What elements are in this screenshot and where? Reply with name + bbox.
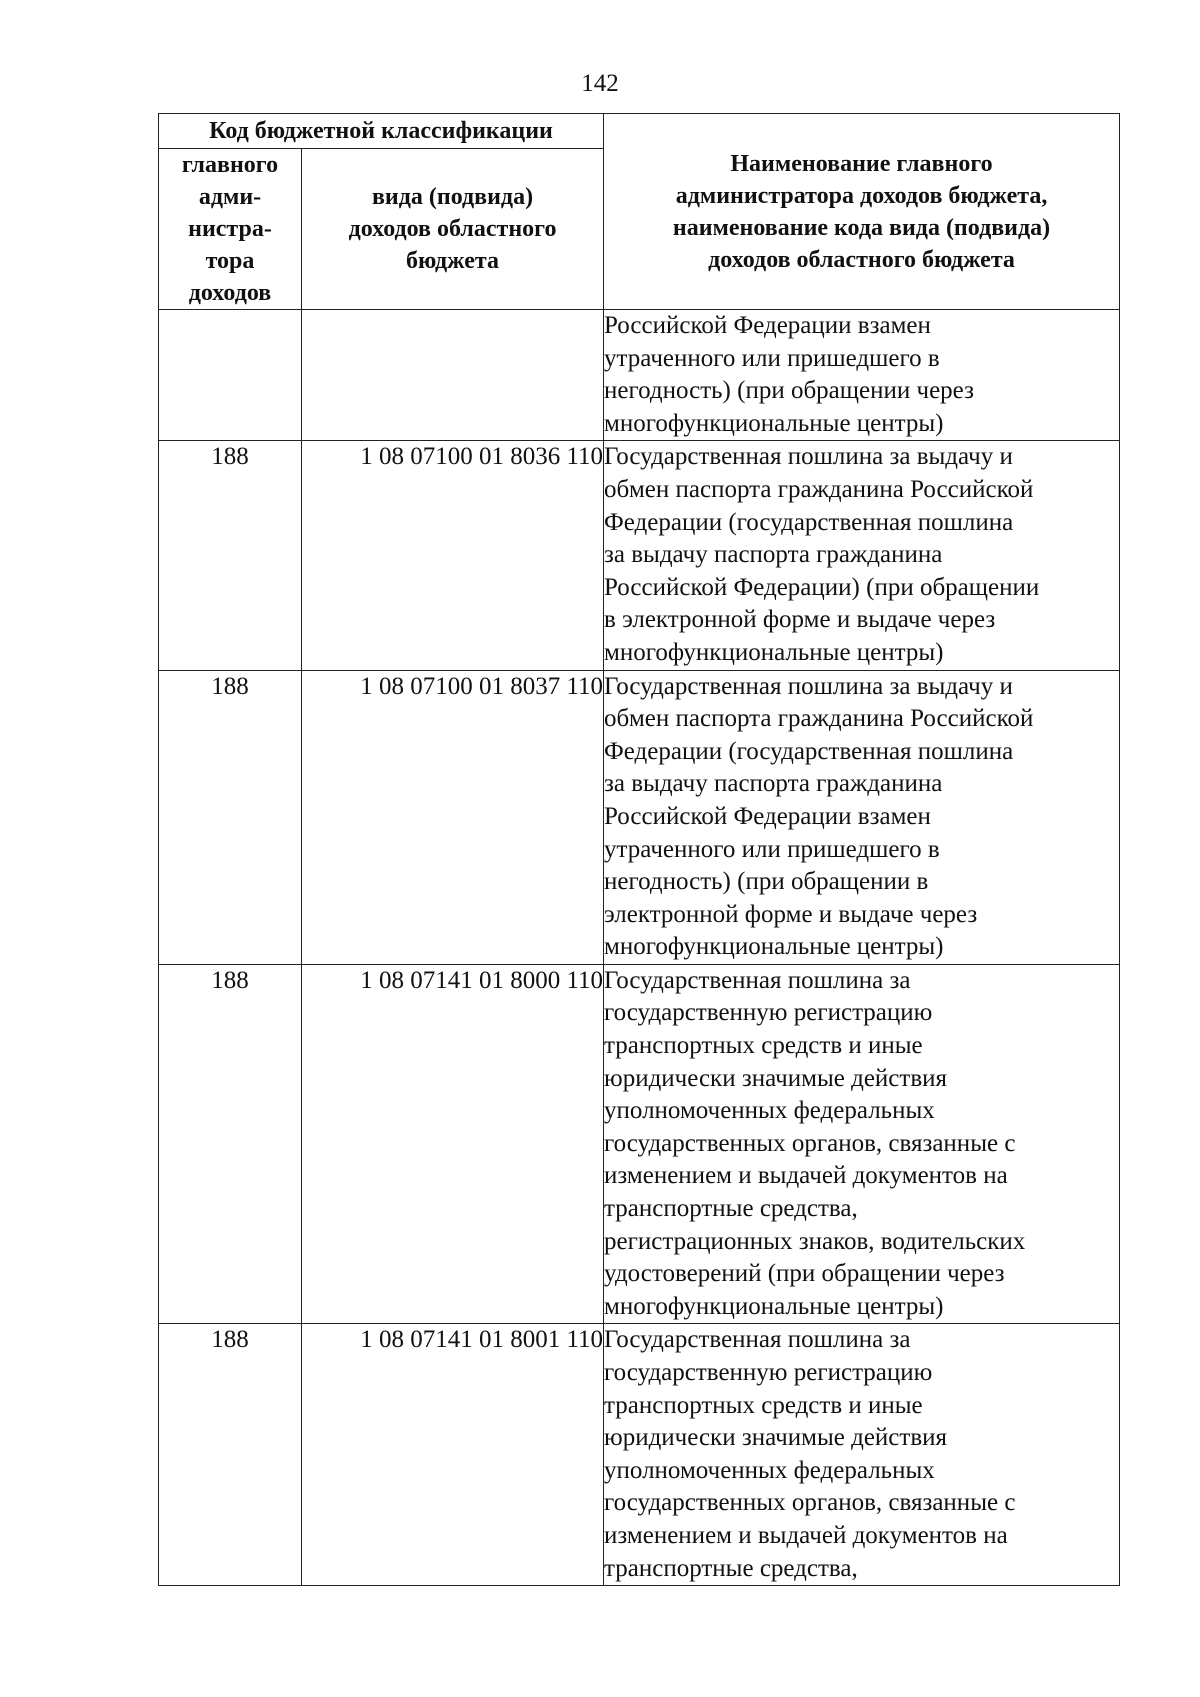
income-name-line: регистрационных знаков, водительских	[604, 1227, 1026, 1255]
income-name-line: юридически значимые действия	[604, 1064, 947, 1092]
income-name-line: негодность) (при обращении в	[604, 868, 929, 896]
header-admin-line: доходов	[188, 280, 272, 306]
table-row	[159, 310, 1120, 441]
header-name-line: доходов областного бюджета	[708, 246, 1015, 273]
income-name-line: обмен паспорта гражданина Российской	[604, 475, 1034, 503]
income-name-line: изменением и выдачей документов на	[604, 1521, 1008, 1549]
income-name-line: Российской Федерации взамен	[604, 802, 931, 830]
table-header	[159, 114, 1120, 310]
income-name-line: государственную регистрацию	[604, 1359, 933, 1386]
header-admin-line: главного	[181, 152, 279, 178]
income-name-line: Государственная пошлина за выдачу и	[604, 443, 1013, 471]
income-name-cell	[604, 670, 1120, 964]
admin-code-cell: 188	[159, 441, 302, 670]
income-name-line: за выдачу паспорта гражданина	[604, 541, 943, 569]
header-name-line: наименование кода вида (подвида)	[672, 214, 1051, 241]
income-name-line: государственных органов, связанные с	[604, 1489, 1016, 1517]
table-row	[159, 1324, 1120, 1586]
header-admin-line: тора	[205, 248, 255, 274]
income-name-line: уполномоченных федеральных	[604, 1097, 935, 1125]
income-name-line: многофункциональные центры)	[604, 1292, 944, 1320]
income-name-line: Федерации (государственная пошлина	[604, 737, 1014, 765]
income-name-cell	[604, 964, 1120, 1324]
income-name-line: многофункциональные центры)	[604, 933, 944, 961]
admin-code-cell: 188	[159, 670, 302, 964]
income-name-cell	[604, 1324, 1120, 1586]
header-kind-column	[302, 149, 604, 310]
income-name-line: утраченного или пришедшего в	[604, 344, 940, 372]
income-name-line: удостоверений (при обращении через	[604, 1260, 1005, 1288]
income-name-line: в электронной форме и выдаче через	[604, 606, 996, 634]
income-name-line: транспортных средств и иные	[604, 1391, 923, 1419]
header-admin-line: адми-	[198, 184, 262, 210]
income-name-line: транспортные средства,	[604, 1195, 858, 1223]
header-name-line: администратора доходов бюджета,	[675, 182, 1048, 209]
income-name-line: многофункциональные центры)	[604, 638, 944, 666]
income-name-line: государственную регистрацию	[604, 999, 933, 1027]
income-name-line: за выдачу паспорта гражданина	[604, 770, 943, 798]
income-name-line: многофункциональные центры)	[604, 409, 944, 437]
income-name-cell	[604, 310, 1120, 441]
income-code-cell: 1 08 07100 01 8036 110	[302, 441, 604, 670]
table-body	[159, 310, 1120, 1586]
income-name-line: негодность) (при обращении через	[604, 377, 974, 405]
header-name-line: Наименование главного	[730, 150, 993, 177]
table-row	[159, 670, 1120, 964]
income-name-line: Государственная пошлина за	[604, 966, 911, 994]
income-name-line: транспортных средств и иные	[604, 1032, 923, 1060]
income-name-line: Государственная пошлина за	[604, 1326, 911, 1354]
admin-code-cell	[159, 310, 302, 441]
income-name-line: электронной форме и выдаче через	[604, 900, 978, 928]
income-name-line: Федерации (государственная пошлина	[604, 508, 1014, 536]
header-admin-line: нистра-	[188, 216, 272, 242]
income-name-cell	[604, 441, 1120, 670]
budget-classification-table	[158, 113, 1120, 1586]
page-number: 142	[581, 70, 619, 97]
header-kind-line: вида (подвида)	[371, 184, 534, 210]
header-admin-column	[159, 149, 302, 310]
income-name-line: обмен паспорта гражданина Российской	[604, 705, 1034, 733]
header-budget-classification-code: Код бюджетной классификации	[159, 114, 604, 149]
header-kind-line: бюджета	[406, 248, 499, 274]
table-row	[159, 441, 1120, 670]
header-name-column	[604, 114, 1120, 310]
income-name-line: изменением и выдачей документов на	[604, 1162, 1008, 1190]
income-name-line: Государственная пошлина за выдачу и	[604, 672, 1013, 700]
income-name-line: уполномоченных федеральных	[604, 1456, 935, 1484]
income-code-cell: 1 08 07141 01 8001 110	[302, 1324, 604, 1586]
income-name-line: транспортные средства,	[604, 1554, 858, 1582]
header-kind-line: доходов областного	[348, 216, 557, 242]
income-code-cell: 1 08 07100 01 8037 110	[302, 670, 604, 964]
income-name-line: Российской Федерации взамен	[604, 312, 931, 339]
admin-code-cell: 188	[159, 964, 302, 1324]
income-name-line: Российской Федерации) (при обращении	[604, 573, 1040, 601]
income-code-cell	[302, 310, 604, 441]
table-row	[159, 964, 1120, 1324]
income-name-line: утраченного или пришедшего в	[604, 835, 940, 863]
income-name-line: государственных органов, связанные с	[604, 1129, 1016, 1157]
income-code-cell: 1 08 07141 01 8000 110	[302, 964, 604, 1324]
income-name-line: юридически значимые действия	[604, 1424, 947, 1452]
admin-code-cell: 188	[159, 1324, 302, 1586]
